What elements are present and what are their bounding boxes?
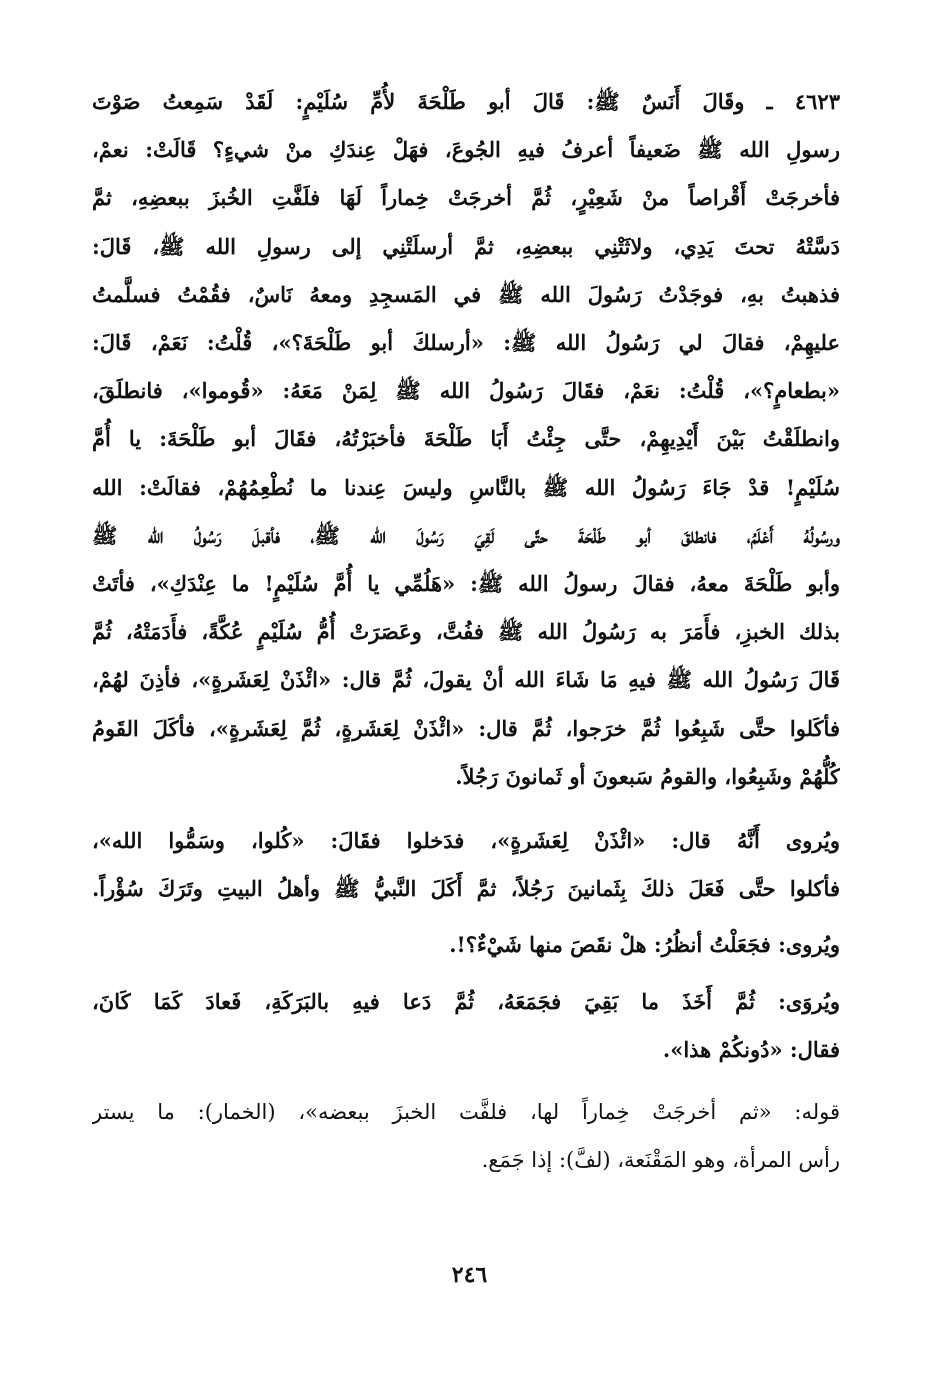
narration-line: فقال: «دُونكُمْ هذا». [662,1036,840,1062]
commentary-paragraph [92,1088,840,1184]
commentary-line: قوله: «ثم أخرجَتْ خِماراً لها، فلفَّت الخبزَ ببعضه»، (الخمار): ما يستر [92,1100,840,1125]
hadith-line: عليهِمْ، فقالَ لي رَسُولُ الله ﷺ: «أرسلكَ أبو طَلْحَةَ؟»، قُلْتُ: نَعَمْ، قَالَ: [92,330,840,356]
narration-paragraph [92,817,840,913]
hadith-line: «بطعامٍ؟»، قُلْتُ: نعَمْ، فقَالَ رَسُولُ الله ﷺ لِمَنْ مَعَهُ: «قُوموا»، فانطلَقَ، [92,378,840,404]
hadith-line: وأبو طَلْحَةَ معهُ، فقالَ رسولُ الله ﷺ: «هَلُمِّي يا أُمَّ سُلَيْمٍ! ما عِنْدَكِ»، فأتَتْ [92,571,840,597]
hadith-line: ٤٦٢٣ ـ وقَالَ أَنَسٌ ﷺ: قَالَ أبو طَلْحَةَ لأُمِّ سُلَيْمٍ: لَقَدْ سَمِعتُ صَوْتَ [92,89,840,114]
narration-line: ويُروى أَنَّهُ قال: «ائْذَنْ لِعَشَرةٍ»، فدَخلوا فقَالَ: «كُلوا، وسَمُّوا الله»، [92,828,840,854]
commentary-line: رأس المرأة، وهو المَقْنَعة، (لفَّ): إذا جَمَع. [481,1148,840,1173]
narration-paragraph [92,978,840,1074]
hadith-line: بذلك الخبزِ، فأَمَرَ به رَسُولُ الله ﷺ ففُتَّ، وعَصَرَتْ أُمُّ سُلَيْمٍ عُكَّةً، فأَدَمَتْهُ، ثُمَّ [92,619,840,645]
hadith-line: فأخرجَتْ أَقْراصاً منْ شَعِيْرٍ، ثُمَّ أخرجَتْ خِماراً لَهَا فلَفَّتِ الخُبزَ ببعضِهِ، ثمَّ [92,185,840,211]
hadith-line: ورسُولُهُ أَعْلَمُ، فانطلقَ أبو طَلْحَةَ حتَّى لَقِيَ رَسُولَ الله ﷺ، فأقبلَ رَسُولُ الله ﷺ [92,522,840,548]
hadith-line: رسولِ الله ﷺ ضَعيفاً أعرفُ فيهِ الجُوعَ، فهَلْ عِندَكِ منْ شيءٍ؟ قَالَتْ: نعمْ، [92,137,840,163]
book-page [92,78,840,1308]
hadith-line: فذهبتُ بهِ، فوجَدْتُ رَسُولَ الله ﷺ في المَسجِدِ ومعهُ نَاسٌ، فقُمْتُ فسلَّمتُ [92,281,840,307]
hadith-line: دَسَّتْهُ تحتَ يَدِي، ولاثَتْنِي ببعضِهِ، ثمَّ أرسلَتْنِي إلى رسولِ الله ﷺ، قَالَ: [92,233,840,259]
narration-paragraph [92,921,840,969]
hadith-paragraph [92,78,840,801]
narration-line: ويُروى: فجَعَلْتُ أنظُرُ: هلْ نقَصَ منها شَيْءٌ؟!. [449,932,840,958]
narration-line: فأكلوا حتَّى فَعَلَ ذلكَ بِثَمانينَ رَجُلاً، ثمَّ أَكَلَ النَّبيُّ ﷺ وأهلُ البيتِ وتَرَكَ سُؤْراً. [92,876,840,902]
hadith-line: سُلَيْمٍ! قدْ جَاءَ رَسُولُ الله ﷺ بالنَّاسِ وليسَ عِندنا ما نُطْعِمُهُمْ، فقالَتْ: الله [92,474,840,500]
hadith-line: وانطلَقْتُ بَيْنَ أَيْدِيهِمْ، حتَّى جِئْتُ أَبَا طَلْحَةَ فأخبَرْتُهُ، فقَالَ أبو طَلْحَةَ: يا أُمَّ [92,426,840,452]
hadith-line: كُلُّهُمْ وشَبِعُوا، والقومُ سَبعونَ أو ثَمانونَ رَجُلاً. [455,763,840,789]
hadith-line: فأكَلوا حتَّى شَبِعُوا ثُمَّ خرَجوا، ثُمَّ قال: «ائْذَنْ لِعَشَرةٍ، ثُمَّ لِعَشَرةٍ»، فأكَلَ القَومُ [92,715,840,741]
narration-line: ويُروَى: ثُمَّ أَخَذَ ما بَقِيَ فجَمَعَهُ، ثُمَّ دَعا فيهِ بالبَرَكَةِ، فَعادَ كَمَا كَانَ، [92,988,840,1014]
page-number: ٢٤٦ [451,1262,488,1288]
hadith-line: قَالَ رَسُولُ الله ﷺ فيهِ مَا شَاءَ الله أنْ يقولَ، ثُمَّ قال: «ائْذَنْ لِعَشَرةٍ»، فأذِنَ لهُمْ، [92,667,840,693]
